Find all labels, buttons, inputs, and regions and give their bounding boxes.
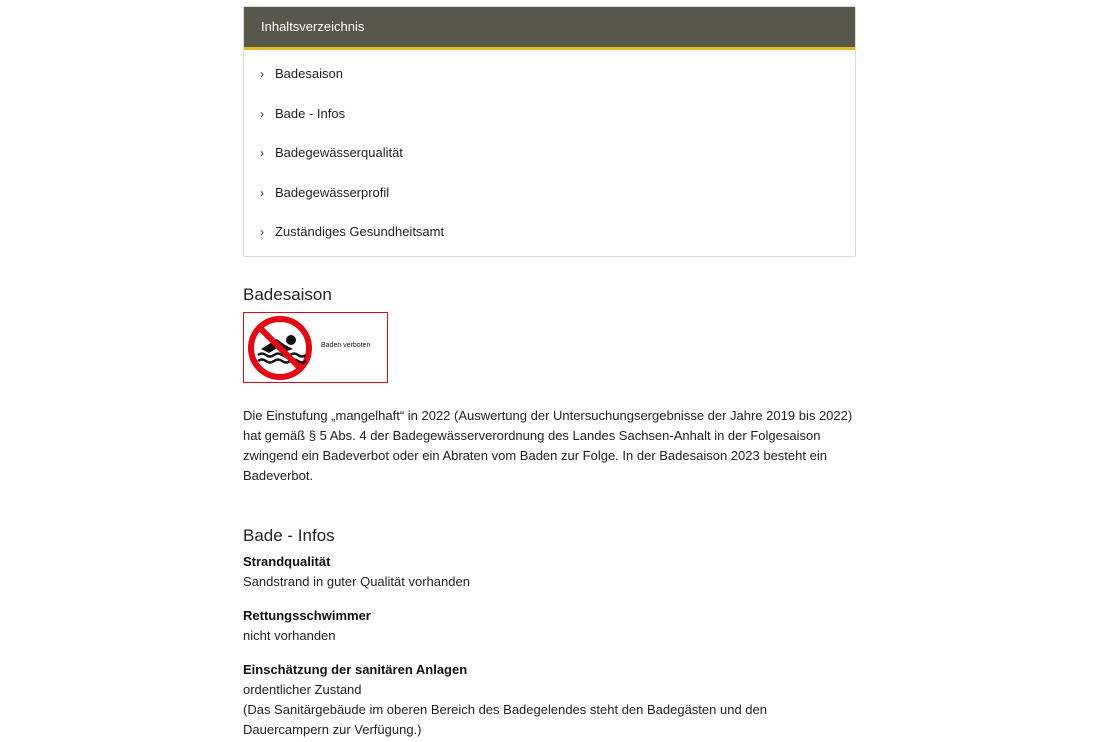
info-rettungsschwimmer [243,606,856,646]
info-note: (Das Sanitärgebäude im oberen Bereich des Badegelendes steht den Badegästen und den Dauercampern zur Verfügung.) [243,701,767,737]
chevron-right-icon: › [260,67,264,81]
info-value: ordentlicher Zustand [243,681,362,697]
toc-item-label: Badegewässerqualität [275,145,403,160]
info-sanitaere-anlagen [243,660,856,740]
info-title: Rettungsschwimmer [243,607,371,623]
toc-item-label: Bade - Infos [275,105,346,121]
toc-item-badegewaesserqualitaet[interactable] [244,133,855,173]
chevron-right-icon: › [260,106,264,121]
content-column [243,6,856,740]
badesaison-paragraph: Die Einstufung „mangelhaft“ in 2022 (Auswertung der Untersuchungsergebnisse der Jahre 2019 bis 2022) hat gemäß § 5 Abs. 4 der Badegewässerverordnung des Landes Sachsen-Anhalt in der Folgesaison zwingend ein Badeverbot oder ein Abraten vom Baden zur Folge. In der Badesaison 2023 besteht ein Badeverbot. [243,407,853,483]
toc-item-label: Badegewässerprofil [275,184,390,200]
no-swimming-icon [247,315,313,381]
toc-item-badesaison[interactable] [244,54,855,94]
chevron-right-icon: › [260,225,264,239]
chevron-right-icon: › [260,185,264,200]
toc-item-label: Badesaison [275,66,343,81]
info-title: Einschätzung der sanitären Anlagen [243,661,468,677]
toc-item-bade-infos[interactable] [244,94,855,134]
toc-item-badegewaesserprofil[interactable] [244,173,855,213]
section-heading-bade-infos: Bade - Infos [243,525,335,545]
bathing-prohibited-sign [243,312,388,383]
table-of-contents [243,6,856,257]
sign-caption: Baden verboten [321,341,371,349]
toc-item-gesundheitsamt[interactable] [244,212,855,252]
chevron-right-icon: › [260,146,264,160]
info-value: Sandstrand in guter Qualität vorhanden [243,573,470,589]
toc-title: Inhaltsverzeichnis [244,7,855,50]
toc-item-label: Zuständiges Gesundheitsamt [275,224,445,239]
info-title: Strandqualität [243,553,331,569]
toc-list [244,50,855,256]
section-heading-badesaison: Badesaison [243,284,332,304]
info-strandqualitaet [243,552,856,592]
info-value: nicht vorhanden [243,627,336,643]
